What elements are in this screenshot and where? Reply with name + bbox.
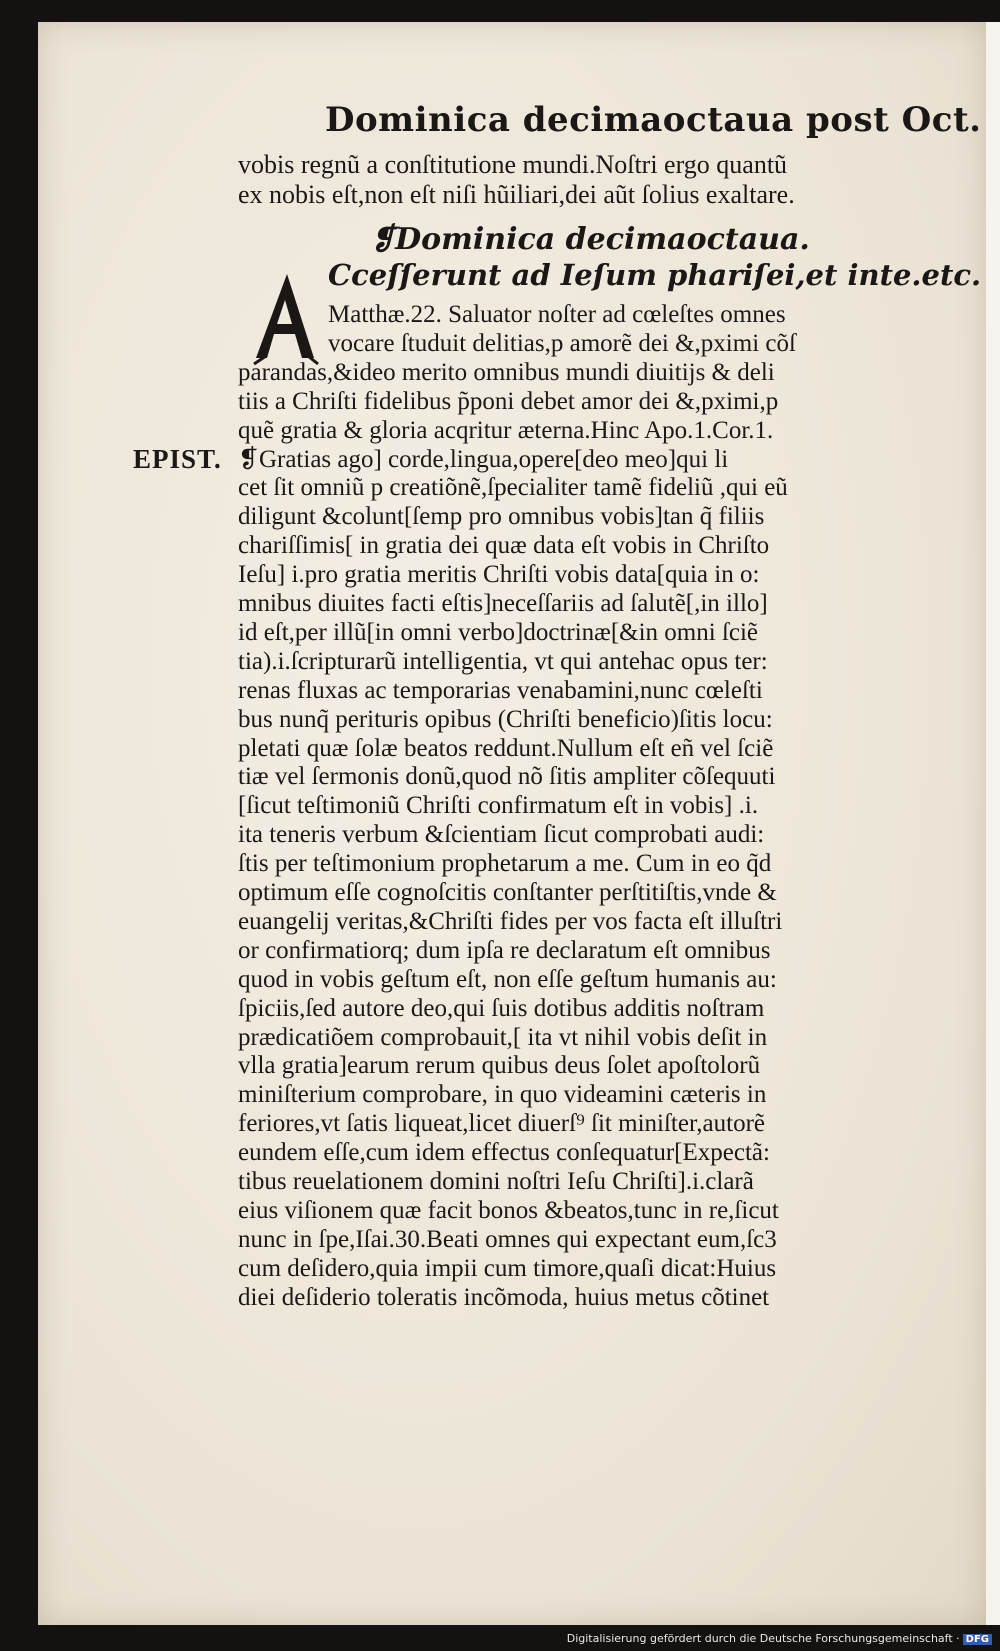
- intro-line: ex nobis eſt,non eſt niſi hũiliari,dei aũt ſolius exaltare.: [238, 180, 795, 209]
- section-heading-text: Dominica decimaoctaua.: [395, 222, 810, 257]
- next-page-edge: [986, 22, 1000, 1625]
- body-line: tiis a Chriſti fidelibus p̃poni debet amor dei &,pximi,p: [238, 388, 779, 415]
- body-line: ita teneris verbum &ſcientiam ſicut comprobati audi:: [238, 821, 765, 848]
- body-line: [ſicut teſtimoniũ Chriſti confirmatum eſt in vobis] .i.: [238, 792, 759, 819]
- incipit-line: Cceſſerunt ad Ieſum phariſei,et inte.etc.: [328, 258, 982, 292]
- body-line: mnibus diuites facti eſtis]neceſſariis ad ſalutẽ[,in illo]: [238, 590, 768, 617]
- section-heading: [370, 222, 810, 257]
- body-line: renas fluxas ac temporarias venabamini,nunc cœleſti: [238, 677, 763, 704]
- body-line: ſtis per teſtimonium prophetarum a me. Cum in eo q̃d: [238, 850, 772, 877]
- body-line: Matthæ.22. Saluator noſter ad cœleſtes omnes: [328, 301, 786, 328]
- body-line: quod in vobis geſtum eſt, non eſſe geſtum humanis au:: [238, 966, 777, 993]
- body-line: ſpiciis,ſed autore deo,qui ſuis dotibus additis noſtram: [238, 995, 765, 1022]
- body-line: diligunt &colunt[ſemp pro omnibus vobis]tan q̃ filiis: [238, 503, 765, 530]
- body-line: ❡Gratias ago] corde,lingua,opere[deo meo]qui li: [238, 446, 729, 473]
- body-line: id eſt,per illũ[in omni verbo]doctrinæ[&in omni ſciẽ: [238, 619, 759, 646]
- body-line: vocare ſtuduit delitias,p amorẽ dei &,pximi cõſ: [328, 330, 796, 357]
- body-line: cum deſidero,quia impii cum timore,quaſi dicat:Huius: [238, 1255, 777, 1282]
- dfg-logo: DFG: [963, 1634, 992, 1645]
- body-line: vlla gratia]earum rerum quibus deus ſolet apoſtolorũ: [238, 1052, 761, 1079]
- body-line: tibus reuelationem domini noſtri Ieſu Chriſti].i.clarã: [238, 1168, 754, 1195]
- body-line: or confirmatiorq; dum ipſa re declaratum eſt omnibus: [238, 937, 771, 964]
- body-line: optimum eſſe cognoſcitis conſtanter perſtitiſtis,vnde &: [238, 879, 777, 906]
- body-line: pletati quæ ſolæ beatos reddunt.Nullum eſt eñ vel ſciẽ: [238, 735, 774, 762]
- body-line: prædicatiõem comprobauit,[ ita vt nihil vobis deſit in: [238, 1024, 768, 1051]
- body-line: euangelij veritas,&Chriſti fides per vos facta eſt illuſtri: [238, 908, 783, 935]
- body-line: cet ſit omniũ p creatiõnẽ,ſpecialiter tamẽ fideliũ ,qui eũ: [238, 474, 788, 501]
- pilcrow-mark: ❡: [370, 222, 396, 257]
- initial-letter: A: [287, 330, 288, 331]
- body-line: Ieſu] i.pro gratia meritis Chriſti vobis data[quia in o:: [238, 561, 760, 588]
- body-line: chariſſimis[ in gratia dei quæ data eſt vobis in Chriſto: [238, 532, 770, 559]
- body-line: quẽ gratia & gloria acqritur æterna.Hinc Apo.1.Cor.1.: [238, 417, 774, 444]
- body-line: nunc in ſpe,Iſai.30.Beati omnes qui expectant eum,ſc3: [238, 1226, 777, 1253]
- margin-label-epist: EPIST.: [133, 444, 222, 474]
- body-line: eundem eſſe,cum idem effectus conſequatur[Expectã:: [238, 1139, 770, 1166]
- body-line: parandas,&ideo merito omnibus mundi diuitijs & deli: [238, 359, 775, 386]
- body-line: miniſterium comprobare, in quo videamini cæteris in: [238, 1081, 767, 1108]
- decorated-initial-a: [252, 270, 322, 366]
- body-line: feriores,vt ſatis liqueat,licet diuerſ⁹ ſit miniſter,autorẽ: [238, 1110, 765, 1137]
- running-head: Dominica decimaoctaua post Oct.: [325, 100, 982, 140]
- body-line: tiæ vel ſermonis donũ,quod nõ ſitis ampliter cõſequuti: [238, 763, 776, 790]
- digitization-footer: [567, 1632, 992, 1645]
- body-line: eius viſionem quæ facit bonos &beatos,tunc in re,ſicut: [238, 1197, 779, 1224]
- footer-credit: Digitalisierung gefördert durch die Deutsche Forschungsgemeinschaft ·: [566, 1632, 960, 1645]
- body-line: tia).i.ſcripturarũ intelligentia, vt qui antehac opus ter:: [238, 648, 768, 675]
- body-line: bus nunq̃ perituris opibus (Chriſti beneficio)ſitis locu:: [238, 706, 773, 733]
- intro-line: vobis regnũ a conſtitutione mundi.Noſtri ergo quantũ: [238, 150, 788, 179]
- body-line: diei deſiderio toleratis incõmoda, huius metus cõtinet: [238, 1284, 770, 1311]
